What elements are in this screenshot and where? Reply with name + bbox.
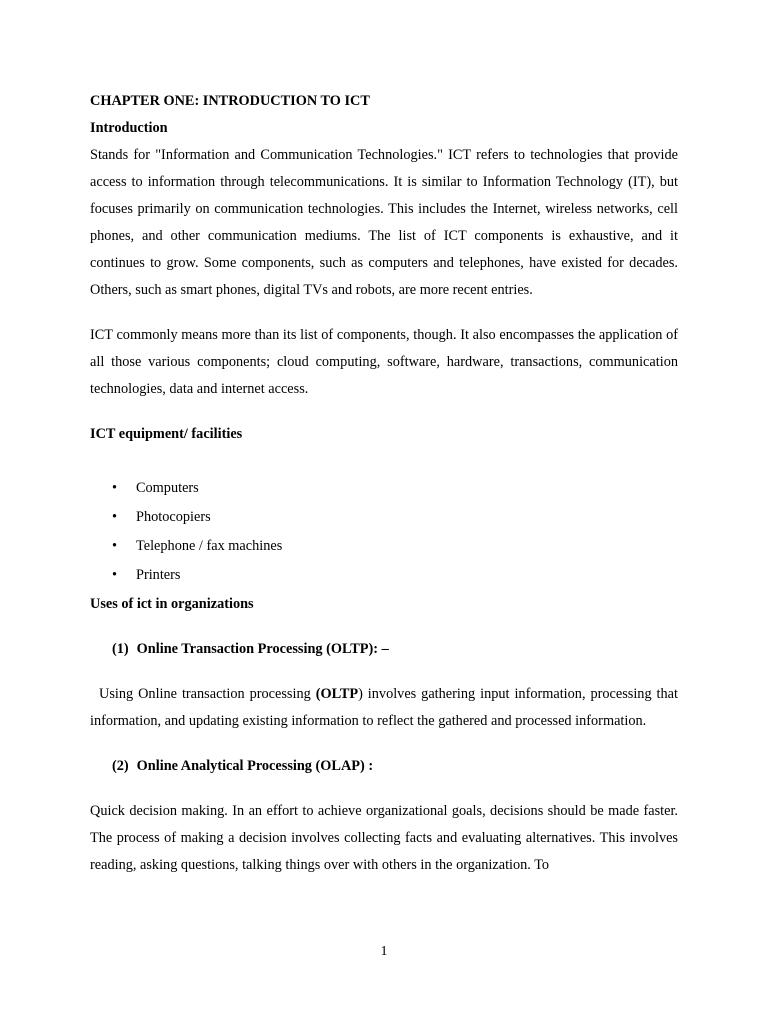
bullet-icon: • — [112, 567, 118, 583]
oltp-number: (1) — [112, 641, 129, 657]
introduction-paragraph: Stands for "Information and Communication Technologies." ICT refers to technologies that provide access to information through telecommunications. It is similar to Information Technology (IT), but focuses primarily on communication technologies. This includes the Internet, wireless networks, cell phones, and other communication mediums. The list of ICT components is exhaustive, and it continues to grow. Some components, such as computers and telephones, have existed for decades. Others, such as smart phones, digital TVs and robots, are more recent entries. — [90, 147, 678, 298]
oltp-heading — [90, 636, 678, 663]
introduction-heading: Introduction — [90, 120, 168, 136]
equipment-heading: ICT equipment/ facilities — [90, 426, 243, 442]
bullet-icon: • — [112, 480, 118, 496]
list-item — [90, 475, 678, 504]
chapter-title: CHAPTER ONE: INTRODUCTION TO ICT — [90, 93, 370, 109]
document-page — [90, 88, 678, 879]
oltp-text-bold: (OLTP — [315, 686, 359, 702]
list-item-label: Photocopiers — [136, 509, 211, 525]
list-item-label: Printers — [136, 567, 181, 583]
olap-paragraph: Quick decision making. In an effort to achieve organizational goals, decisions should be made faster. The process of making a decision involves collecting facts and evaluating alternatives. This involves reading, asking questions, talking things over with others in the organization. To — [90, 803, 678, 873]
olap-number: (2) — [112, 758, 129, 774]
olap-title: Online Analytical Processing (OLAP) : — [136, 758, 374, 774]
equipment-list — [90, 475, 678, 591]
list-item — [90, 562, 678, 591]
list-item-label: Computers — [136, 480, 199, 496]
list-item — [90, 533, 678, 562]
uses-heading: Uses of ict in organizations — [90, 596, 254, 612]
oltp-title: Online Transaction Processing (OLTP): – — [136, 641, 389, 657]
bullet-icon: • — [112, 509, 118, 525]
bullet-icon: • — [112, 538, 118, 554]
oltp-text-start: Using Online transaction processing — [99, 686, 316, 702]
components-paragraph: ICT commonly means more than its list of components, though. It also encompasses the application of all those various components; cloud computing, software, hardware, transactions, communication technologies, data and internet access. — [90, 327, 678, 397]
list-item-label: Telephone / fax machines — [136, 538, 283, 554]
oltp-paragraph — [90, 681, 678, 735]
oltp-text-end: ) involves gathering input information, processing that information, and updating existing information to reflect the gathered and processed information. — [90, 686, 678, 729]
page-number: 1 — [380, 944, 388, 959]
olap-heading — [90, 753, 678, 780]
list-item — [90, 504, 678, 533]
